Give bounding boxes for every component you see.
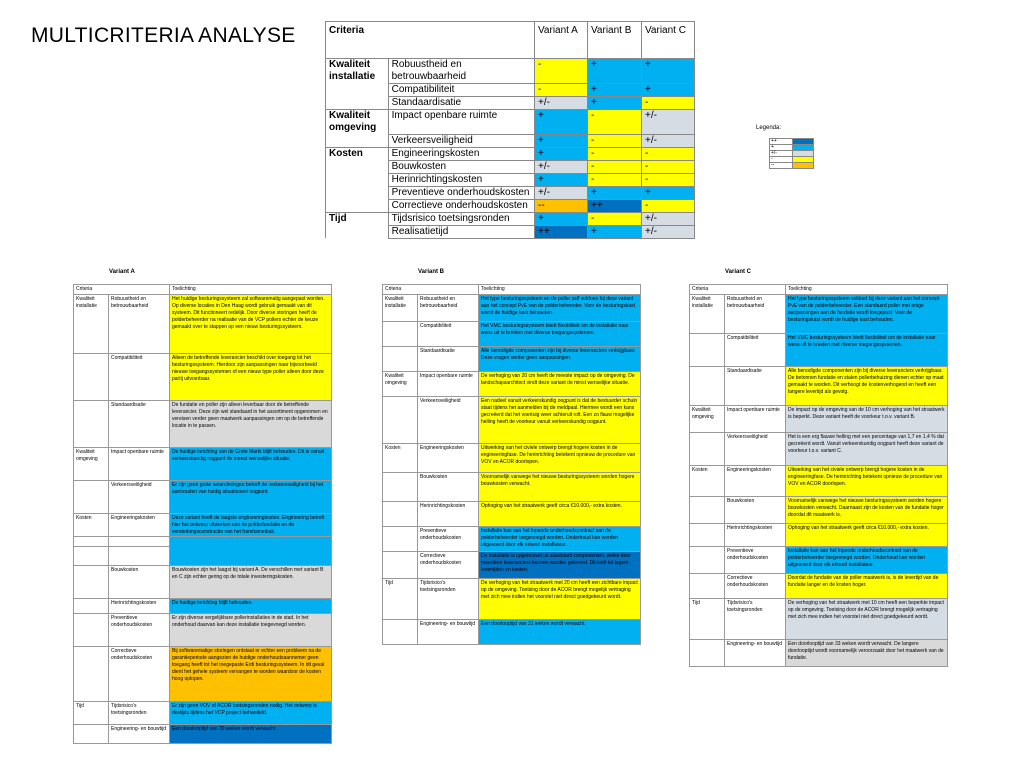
summary-score-c: +/- bbox=[642, 212, 695, 225]
detail-group-label bbox=[74, 354, 109, 401]
detail-criterion: Impact openbare ruimte bbox=[418, 372, 479, 397]
summary-score-b: + bbox=[588, 84, 642, 97]
legend-symbol: - bbox=[770, 157, 793, 163]
summary-row bbox=[326, 59, 695, 84]
detail-criterion: Engineeringskosten bbox=[725, 466, 786, 497]
detail-row bbox=[690, 466, 948, 497]
detail-explanation: Doordat de fundatie van de poller maatwerk is, is de levertijd van de fundatie langer en de kosten hoger. bbox=[786, 574, 948, 599]
legend-symbol: ++ bbox=[770, 139, 793, 145]
detail-row bbox=[74, 448, 332, 481]
detail-criterion: Verkeersveiligheid bbox=[725, 433, 786, 466]
summary-group-label bbox=[326, 97, 389, 110]
summary-score-b: - bbox=[588, 134, 642, 147]
detail-explanation: Het VMC besturingssysteem biedt flexibiliteit om de installatie naar wens uit te breiden met diverse toegangssystemen. bbox=[786, 334, 948, 367]
legend bbox=[756, 125, 814, 169]
summary-row bbox=[326, 147, 695, 160]
summary-score-b: + bbox=[588, 225, 642, 238]
detail-criterion: Standaardisatie bbox=[725, 367, 786, 406]
detail-criterion: Herinrichtingskosten bbox=[418, 502, 479, 527]
detail-explanation: Deze variant heeft de laagste engineeringkosten. Engineering betreft hier het ontwerp uitwerken van de polderfundatie en de versterkingsconstructie van het framfunnelbak. bbox=[170, 514, 332, 547]
detail-explanation: Alle benodigde componenten zijn bij diverse leveranciers verkrijgbaar. Deze vragen verder geen aanpassingen. bbox=[479, 347, 641, 372]
summary-criterion: Bouwkosten bbox=[388, 160, 534, 173]
summary-score-c: +/- bbox=[642, 110, 695, 135]
summary-criterion: Engineeringskosten bbox=[388, 147, 534, 160]
detail-explanation: Uitwerking van het civiele ontwerp brengt hogere kosten in de engineeringfase. De herinrichting betekent opnieuw de procedure van VOV en ACOR doorlopen. bbox=[786, 466, 948, 497]
detail-criterion: Preventieve onderhoudskosten bbox=[109, 614, 170, 647]
detail-criterion: Standaardisatie bbox=[109, 401, 170, 448]
detail-group-label: Kwaliteit omgeving bbox=[383, 372, 418, 397]
detail-criterion: Tijdsrisico's toetsingsronden bbox=[418, 579, 479, 620]
legend-table bbox=[769, 138, 814, 169]
detail-explanation: Voornamelijk vanwege het nieuwe besturingssysteem worden hogere bouwkosten verwacht. bbox=[479, 473, 641, 502]
detail-table bbox=[382, 284, 641, 645]
detail-criterion: Engineeringskosten bbox=[109, 514, 170, 547]
detail-group-label bbox=[383, 527, 418, 552]
detail-criterion: Engineering- en bouwtijd bbox=[725, 640, 786, 667]
detail-group-label bbox=[383, 473, 418, 502]
summary-score-a: - bbox=[535, 59, 588, 84]
summary-group-label: Kosten bbox=[326, 147, 389, 160]
detail-header-criteria: Criteria bbox=[383, 285, 479, 295]
summary-row bbox=[326, 97, 695, 110]
summary-table bbox=[325, 21, 695, 239]
summary-criterion: Realisatietijd bbox=[388, 225, 534, 238]
summary-header-variant-b: Variant B bbox=[588, 22, 642, 59]
detail-group-label: Tijd bbox=[383, 579, 418, 620]
detail-explanation: Het type besturingssysteem en de poller zelf voldoen bij deze variant aan het concept PvE van de polderbeheerder. Voor de besturingskast wordt de huidige kast behouden. bbox=[479, 295, 641, 322]
summary-header-variant-c: Variant C bbox=[642, 22, 695, 59]
detail-explanation: Er zijn diverse vergelijkbare pollerinstallaties in de stad. In het onderhoud daarvan kan deze installatie toegevoegd worden. bbox=[170, 614, 332, 647]
detail-criterion: Herinrichtingskosten bbox=[109, 599, 170, 614]
detail-row bbox=[383, 397, 641, 444]
detail-table bbox=[73, 536, 332, 744]
detail-group-label: Tijd bbox=[74, 702, 109, 725]
detail-table bbox=[73, 284, 332, 547]
detail-group-label: Kwaliteit installatie bbox=[74, 295, 109, 354]
detail-header-row bbox=[74, 285, 332, 295]
summary-group-label bbox=[326, 173, 389, 186]
summary-score-a: - bbox=[535, 84, 588, 97]
detail-row bbox=[383, 527, 641, 552]
legend-swatch bbox=[793, 163, 814, 169]
detail-criterion: Preventieve onderhoudskosten bbox=[725, 547, 786, 574]
summary-row bbox=[326, 134, 695, 147]
summary-score-c: + bbox=[642, 59, 695, 84]
summary-score-c: - bbox=[642, 173, 695, 186]
detail-row bbox=[690, 497, 948, 524]
detail-criterion: Preventieve onderhoudskosten bbox=[418, 527, 479, 552]
detail-group-label bbox=[690, 367, 725, 406]
page-title: MULTICRITERIA ANALYSE bbox=[31, 24, 296, 47]
detail-row bbox=[690, 334, 948, 367]
summary-row bbox=[326, 173, 695, 186]
legend-title: Legenda: bbox=[756, 125, 782, 131]
detail-explanation: De fundatie en poller zijn alleen leverbaar door de betreffende leverancier. Deze zijn wel standaard in het assortiment opgenomen en vereisen verder geen maatwerk aanpassingen om op de betreffende locatie in te passen. bbox=[170, 401, 332, 448]
detail-row bbox=[690, 524, 948, 547]
summary-score-a: + bbox=[535, 147, 588, 160]
summary-score-a: +/- bbox=[535, 186, 588, 199]
detail-row bbox=[383, 579, 641, 620]
summary-criterion: Herinrichtingskosten bbox=[388, 173, 534, 186]
detail-criterion: Engineering- en bouwtijd bbox=[418, 620, 479, 645]
summary-score-a: +/- bbox=[535, 160, 588, 173]
detail-criterion: Engineering- en bouwtijd bbox=[109, 725, 170, 744]
detail-group-label bbox=[690, 433, 725, 466]
detail-group-label bbox=[690, 640, 725, 667]
summary-score-b: - bbox=[588, 212, 642, 225]
detail-row bbox=[690, 433, 948, 466]
detail-row bbox=[383, 620, 641, 645]
detail-group-label: Kwaliteit installatie bbox=[690, 295, 725, 334]
summary-score-a: + bbox=[535, 212, 588, 225]
summary-criterion: Tijdsrisico toetsingsronden bbox=[388, 212, 534, 225]
detail-row bbox=[690, 599, 948, 640]
summary-group-label: Kwaliteit installatie bbox=[326, 59, 389, 84]
detail-group-label bbox=[74, 481, 109, 514]
detail-explanation: Een doorlooptijd van 33 weken wordt verwacht. De langere doorlooptijd wordt voornamelijk veroorzaakt door het maatwerk van de fundatie. bbox=[786, 640, 948, 667]
detail-row bbox=[383, 347, 641, 372]
detail-group-label: Tijd bbox=[690, 599, 725, 640]
detail-criterion: Compatibiliteit bbox=[109, 354, 170, 401]
summary-score-b: - bbox=[588, 110, 642, 135]
detail-explanation: De huidige inrichting van de Grote Markt blijft behouden. Dit is vanuit verkeerskundig oogpunt de meest wenselijke situatie. bbox=[170, 448, 332, 481]
detail-criterion bbox=[109, 537, 170, 566]
detail-explanation: Er zijn geen VOV of ACOR toetsingsronden nodig. Het ontwerp is destijds tijdens het VCP project behandeld. bbox=[170, 702, 332, 725]
detail-criterion: Robuustheid en betrouwbaarheid bbox=[725, 295, 786, 334]
detail-group-label bbox=[690, 497, 725, 524]
detail-group-label: Kwaliteit installatie bbox=[383, 295, 418, 322]
summary-group-label bbox=[326, 134, 389, 147]
detail-criterion: Robuustheid en betrouwbaarheid bbox=[418, 295, 479, 322]
detail-group-label bbox=[74, 566, 109, 599]
detail-row bbox=[383, 552, 641, 579]
detail-group-label bbox=[690, 524, 725, 547]
summary-row bbox=[326, 110, 695, 135]
detail-explanation: De impact op de omgeving van de 10 cm verhoging van het straatwerk is beperkt. Deze variant heeft de voorkeur t.o.v. variant B. bbox=[786, 406, 948, 433]
detail-header-row bbox=[690, 285, 948, 295]
summary-score-c: + bbox=[642, 84, 695, 97]
detail-group-label: Kosten bbox=[383, 444, 418, 473]
detail-row bbox=[74, 702, 332, 725]
detail-criterion: Robuustheid en betrouwbaarheid bbox=[109, 295, 170, 354]
detail-explanation bbox=[170, 537, 332, 566]
detail-explanation: De verhoging van het straatwerk met 10 cm heeft een beperkte impact op de omgeving. Toetsing door de ACOR brengt mogelijk vertraging met zich mee indien het voorstel niet direct goedgekeurd wordt. bbox=[786, 599, 948, 640]
summary-score-c: - bbox=[642, 147, 695, 160]
detail-explanation: Installatie kan aan het lopende onderhoudscontract van de polderbeheerder toegevoegd worden. Onderhoud kan worden uitgevoerd door elk erkend installateur. bbox=[479, 527, 641, 552]
detail-group-label bbox=[383, 397, 418, 444]
detail-row bbox=[383, 372, 641, 397]
detail-row bbox=[74, 295, 332, 354]
detail-group-label bbox=[383, 552, 418, 579]
detail-explanation: De verhoging van het straatwerk met 20 cm heeft een zichtbare impact op de omgeving. Toetsing door de ACOR brengt mogelijk vertraging met zich mee indien het voorstel niet direct goedgekeurd wordt. bbox=[479, 579, 641, 620]
summary-group-label bbox=[326, 160, 389, 173]
summary-criterion: Verkeersveiligheid bbox=[388, 134, 534, 147]
detail-header-explanation: Toelichting bbox=[170, 285, 332, 295]
summary-score-a: + bbox=[535, 134, 588, 147]
detail-explanation: Het huidige besturingssysteem zal softwarematig aangepast worden. Op diverse locaties in Den Haag wordt gebruik gemaakt van dit systeem. Dit functioneert redelijk. Door diverse storingen heeft de polderbeheerder na realisatie van de VCP pollers echter de keuze gemaakt over te stappen op een nieuw besturingssysteem. bbox=[170, 295, 332, 354]
summary-score-b: + bbox=[588, 186, 642, 199]
summary-score-b: - bbox=[588, 173, 642, 186]
detail-header-explanation: Toelichting bbox=[479, 285, 641, 295]
detail-row bbox=[690, 367, 948, 406]
detail-group-label bbox=[690, 574, 725, 599]
legend-symbol: +/- bbox=[770, 151, 793, 157]
detail-group-label bbox=[690, 547, 725, 574]
detail-group-label bbox=[383, 347, 418, 372]
detail-criterion: Correctieve onderhoudskosten bbox=[418, 552, 479, 579]
detail-explanation: Bij softwarematige storingen ontstaat er echter een probleem na de garantieperiode aangezien de huidige onderhoudsaannemer geen toegang heeft tot het toegepaste Erdi besturingssysteem. In dit geval dient het gehele systeem vervangen te worden waardoor de kosten hoog oplopen. bbox=[170, 647, 332, 702]
detail-criterion: Verkeersveiligheid bbox=[418, 397, 479, 444]
detail-explanation: De verhoging van 20 cm heeft de meeste impact op de omgeving. De landschapsarchitect vindt deze variant de minst wenselijke situatie. bbox=[479, 372, 641, 397]
summary-score-a: -- bbox=[535, 199, 588, 212]
detail-row bbox=[74, 647, 332, 702]
detail-explanation: Alle benodigde componenten zijn bij diverse leveranciers verkrijgbaar. De betonnen fundatie en stalen pollerbehuizing dienen echter op maat gemaakt te worden. Dit verhoogt de kostenverhogend en heeft een langere levertijd als gevolg. bbox=[786, 367, 948, 406]
detail-explanation: Voornamelijk vanwege het nieuwe besturingssysteem worden hogere bouwkosten verwacht. Daarnaast zijn de kosten van de fundatie hoger doordat dit maatwerk is. bbox=[786, 497, 948, 524]
detail-criterion: Herinrichtingskosten bbox=[725, 524, 786, 547]
detail-row bbox=[74, 725, 332, 744]
summary-row bbox=[326, 225, 695, 238]
detail-criterion: Compatibiliteit bbox=[725, 334, 786, 367]
detail-explanation: Een doorlooptijd van 30 weken wordt verwacht. bbox=[170, 725, 332, 744]
summary-group-label bbox=[326, 186, 389, 199]
detail-row bbox=[74, 614, 332, 647]
detail-criterion: Impact openbare ruimte bbox=[109, 448, 170, 481]
detail-table bbox=[689, 284, 948, 667]
detail-explanation: De installatie is opgebouwd uit standaard componenten, welke door meerdere leveranciers kunnen worden geleverd. Dit leidt tot lagere levertijden en kosten. bbox=[479, 552, 641, 579]
summary-score-c: - bbox=[642, 160, 695, 173]
summary-group-label bbox=[326, 199, 389, 212]
summary-row bbox=[326, 212, 695, 225]
detail-title: Variant B bbox=[418, 269, 445, 275]
detail-row bbox=[74, 599, 332, 614]
detail-row bbox=[74, 481, 332, 514]
detail-explanation: Het VMC besturingssysteem biedt flexibiliteit om de installatie naar wens uit te breiden met diverse toegangssystemen. bbox=[479, 322, 641, 347]
detail-group-label bbox=[74, 647, 109, 702]
summary-score-a: + bbox=[535, 110, 588, 135]
detail-row bbox=[383, 502, 641, 527]
detail-group-label bbox=[74, 401, 109, 448]
detail-group-label bbox=[383, 502, 418, 527]
detail-group-label: Kwaliteit omgeving bbox=[690, 406, 725, 433]
detail-explanation: Het type besturingssysteem voldoet bij deze variant aan het concept PvE van de polderbeheerder. Een standaard poller met enige aanpassingen aan de fundatie wordt toegepast. Voor de besturingskast wordt de huidige kast behouden. bbox=[786, 295, 948, 334]
detail-explanation: Ophoging van het straatwerk geeft circa €10.000,- extra kosten. bbox=[786, 524, 948, 547]
summary-score-a: + bbox=[535, 173, 588, 186]
detail-group-label bbox=[74, 599, 109, 614]
detail-table-variant-c bbox=[689, 269, 948, 667]
summary-group-label: Tijd bbox=[326, 212, 389, 225]
summary-criterion: Robuustheid en betrouwbaarheid bbox=[388, 59, 534, 84]
detail-explanation: Ophoging van het straatwerk geeft circa €10.000,- extra kosten. bbox=[479, 502, 641, 527]
summary-criterion: Correctieve onderhoudskosten bbox=[388, 199, 534, 212]
summary-score-b: + bbox=[588, 59, 642, 84]
detail-header-explanation: Toelichting bbox=[786, 285, 948, 295]
detail-criterion: Bouwkosten bbox=[418, 473, 479, 502]
summary-group-label bbox=[326, 225, 389, 238]
detail-criterion: Compatibiliteit bbox=[418, 322, 479, 347]
detail-criterion: Bouwkosten bbox=[109, 566, 170, 599]
detail-table-variant-a-continued bbox=[73, 536, 332, 744]
detail-row bbox=[74, 537, 332, 566]
detail-row bbox=[690, 295, 948, 334]
detail-group-label bbox=[74, 537, 109, 566]
summary-row bbox=[326, 160, 695, 173]
summary-header-row bbox=[326, 22, 695, 59]
summary-score-b: - bbox=[588, 160, 642, 173]
summary-score-a: +/- bbox=[535, 97, 588, 110]
detail-explanation: De huidige inrichting blijft behouden. bbox=[170, 599, 332, 614]
detail-row bbox=[383, 473, 641, 502]
detail-row bbox=[383, 295, 641, 322]
summary-group-label bbox=[326, 84, 389, 97]
detail-header-row bbox=[383, 285, 641, 295]
detail-criterion: Bouwkosten bbox=[725, 497, 786, 524]
summary-criterion: Impact openbare ruimte bbox=[388, 110, 534, 135]
summary-score-c: +/- bbox=[642, 134, 695, 147]
detail-group-label bbox=[383, 322, 418, 347]
detail-row bbox=[383, 322, 641, 347]
summary-criterion: Preventieve onderhoudskosten bbox=[388, 186, 534, 199]
detail-criterion: Verkeersveiligheid bbox=[109, 481, 170, 514]
detail-group-label bbox=[74, 614, 109, 647]
summary-row bbox=[326, 84, 695, 97]
legend-symbol: -- bbox=[770, 163, 793, 169]
detail-row bbox=[690, 574, 948, 599]
detail-group-label: Kwaliteit omgeving bbox=[74, 448, 109, 481]
detail-explanation: Een nadeel vanuit verkeerskundig oogpunt is dat de bestuurder schuin staat tijdens het aanmelden bij de meldpaal. Hiermee wordt een kans gecreëerd dat het voertuig weer achteruit rolt. Een zo flauw mogelijke helling heeft de voorkeur vanuit verkeerskundig oogpunt. bbox=[479, 397, 641, 444]
detail-explanation: Installatie kan aan het lopende onderhoudscontract van de polderbeheerder toegevoegd worden. Onderhoud kan worden uitgevoerd door elk erkend installateur. bbox=[786, 547, 948, 574]
summary-score-a: ++ bbox=[535, 225, 588, 238]
detail-criterion: Tijdsrisico's toetsingsronden bbox=[109, 702, 170, 725]
detail-row bbox=[383, 444, 641, 473]
detail-row bbox=[690, 547, 948, 574]
summary-row bbox=[326, 199, 695, 212]
detail-criterion: Impact openbare ruimte bbox=[725, 406, 786, 433]
summary-score-c: + bbox=[642, 186, 695, 199]
legend-symbol: + bbox=[770, 145, 793, 151]
detail-criterion: Engineeringskosten bbox=[418, 444, 479, 473]
detail-header-criteria: Criteria bbox=[690, 285, 786, 295]
detail-explanation: Alleen de betreffende leverancier beschikt over toegang tot het besturingssysteem. Hierdoor zijn aanpassingen naar bijvoorbeeld nieuwe toegangssystemen of een nieuw type poller alleen door deze partij uitvoerbaar. bbox=[170, 354, 332, 401]
detail-table-variant-a bbox=[73, 269, 332, 547]
detail-row bbox=[74, 566, 332, 599]
detail-criterion: Tijdsrisico's toetsingsronden bbox=[725, 599, 786, 640]
detail-group-label: Kosten bbox=[74, 514, 109, 547]
summary-score-c: +/- bbox=[642, 225, 695, 238]
detail-explanation: Een doorlooptijd van 31 weken wordt verwacht. bbox=[479, 620, 641, 645]
detail-group-label bbox=[690, 334, 725, 367]
summary-score-b: - bbox=[588, 147, 642, 160]
summary-score-b: ++ bbox=[588, 199, 642, 212]
summary-row bbox=[326, 186, 695, 199]
summary-criterion: Standaardisatie bbox=[388, 97, 534, 110]
detail-group-label: Kosten bbox=[690, 466, 725, 497]
summary-score-c: - bbox=[642, 199, 695, 212]
detail-criterion: Correctieve onderhoudskosten bbox=[109, 647, 170, 702]
detail-row bbox=[74, 354, 332, 401]
detail-title: Variant C bbox=[725, 269, 752, 275]
detail-explanation: Het is een erg flauwe helling met een percentage van 1,7 en 1,4 % dat gecreëerd wordt. Vanuit verkeerskundig oogpunt heeft deze variant de voorkeur t.o.v. variant C. bbox=[786, 433, 948, 466]
detail-title: Variant A bbox=[109, 269, 135, 275]
detail-explanation: Uitwerking van het civiele ontwerp brengt hogere kosten in de engineeringfase. De herinrichting betekent opnieuw de procedure van VOV en ACOR doorlopen. bbox=[479, 444, 641, 473]
summary-header-criteria: Criteria bbox=[326, 22, 535, 59]
detail-header-criteria: Criteria bbox=[74, 285, 170, 295]
detail-explanation: Bouwkosten zijn het laagst bij variant A. De verschillen met variant B en C zijn echter gering op de totale investeringskosten. bbox=[170, 566, 332, 599]
detail-table-variant-b bbox=[382, 269, 641, 645]
detail-explanation: Er zijn geen grote veranderingen betreft de verkeersveiligheid bij het aanhouden van huidig situationeel oogpunt. bbox=[170, 481, 332, 514]
summary-score-b: + bbox=[588, 97, 642, 110]
detail-group-label bbox=[383, 620, 418, 645]
detail-row bbox=[690, 406, 948, 433]
detail-group-label bbox=[74, 725, 109, 744]
summary-criterion: Compatibiliteit bbox=[388, 84, 534, 97]
detail-row bbox=[74, 401, 332, 448]
detail-criterion: Standaardisatie bbox=[418, 347, 479, 372]
detail-criterion: Correctieve onderhoudskosten bbox=[725, 574, 786, 599]
detail-row bbox=[690, 640, 948, 667]
summary-group-label: Kwaliteit omgeving bbox=[326, 110, 389, 135]
summary-header-variant-a: Variant A bbox=[535, 22, 588, 59]
legend-row bbox=[770, 163, 814, 169]
summary-score-c: - bbox=[642, 97, 695, 110]
